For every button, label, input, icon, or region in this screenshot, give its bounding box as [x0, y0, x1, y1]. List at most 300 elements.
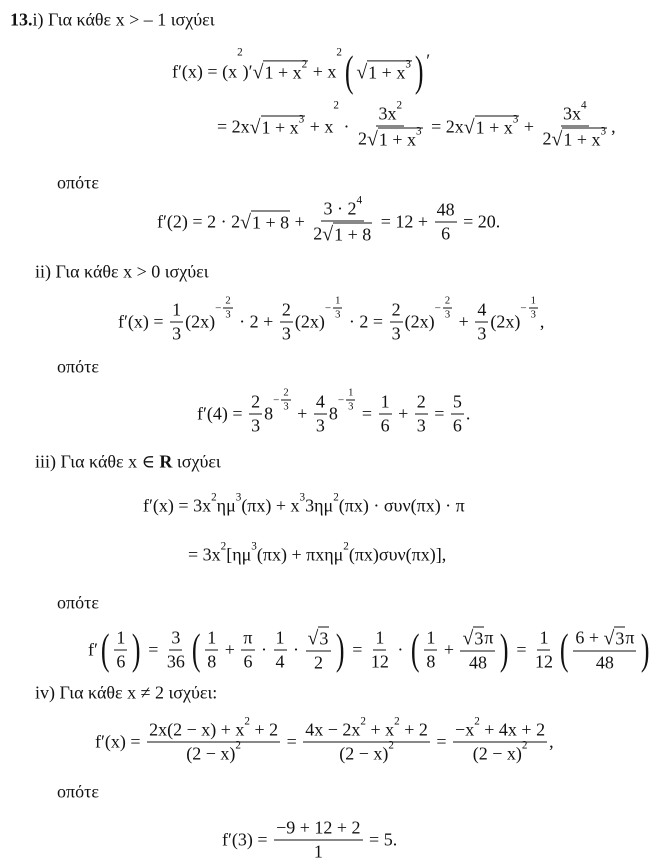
fraction — [451, 392, 464, 437]
math-text: 3 — [348, 401, 354, 413]
superscript — [474, 716, 480, 728]
math-text: π — [243, 627, 253, 648]
text-opote-1 — [57, 173, 99, 194]
math-text: 3 — [530, 309, 536, 321]
superscript — [435, 296, 455, 321]
math-text: 3 — [225, 309, 231, 321]
fraction-denominator — [379, 415, 392, 437]
heading-part-ii — [35, 262, 209, 283]
math-text: 3 — [512, 113, 519, 126]
fraction-denominator — [467, 652, 489, 674]
radicand — [263, 60, 308, 83]
math-text: οπότε — [57, 781, 99, 802]
math-text: 4 — [356, 194, 363, 207]
radical-sign-icon: √ — [462, 627, 474, 650]
math-text: − — [215, 302, 222, 315]
math-text: 8 — [264, 403, 274, 424]
fraction-denominator — [475, 323, 488, 345]
math-text: 1 + x — [264, 62, 302, 83]
math-text: f′(x) = 3x — [143, 495, 212, 516]
superscript — [396, 100, 402, 112]
math-text: = — [357, 403, 377, 424]
math-text: 6 — [452, 415, 462, 436]
fraction — [424, 628, 437, 673]
math-text: 1 + 8 — [251, 212, 290, 233]
math-text: − — [434, 302, 441, 315]
math-text: 2x(2 − x) + x — [149, 719, 245, 740]
math-text: − — [273, 394, 280, 407]
math-text: 1 — [172, 299, 182, 320]
math-text: 3 — [391, 323, 401, 344]
math-text: (πx) + πxημ — [256, 544, 344, 565]
fraction — [356, 99, 425, 151]
math-text: 3 — [171, 627, 181, 648]
math-text: (πx) · συν(πx) · π — [338, 495, 465, 516]
math-text: − — [324, 302, 332, 315]
radical-sign-icon: √ — [603, 627, 615, 650]
math-text: 2 — [220, 540, 227, 553]
fraction-numerator — [390, 300, 403, 323]
math-text: 2 — [396, 99, 403, 112]
math-text: 3 — [172, 323, 182, 344]
fraction-numerator — [274, 818, 362, 841]
math-text: 1 — [207, 627, 217, 648]
square-root — [253, 60, 309, 83]
fraction-numerator — [306, 627, 332, 652]
superscript — [221, 541, 227, 553]
fraction-denominator — [529, 309, 538, 321]
fraction-denominator — [356, 127, 425, 151]
text-opote-3 — [57, 593, 99, 614]
square-root — [463, 113, 520, 139]
fraction — [303, 715, 430, 765]
math-text: + — [519, 116, 539, 137]
math-text: 3x — [378, 103, 397, 124]
fraction-denominator — [312, 652, 325, 674]
math-text: οπότε — [57, 356, 99, 377]
radical-sign-icon: √ — [240, 211, 251, 234]
fraction-numerator — [303, 715, 430, 743]
fraction-numerator — [169, 628, 182, 651]
superscript — [237, 47, 243, 59]
math-text: · 2 + — [234, 311, 278, 332]
superscript — [343, 541, 349, 553]
fraction-denominator — [184, 739, 243, 765]
superscript — [235, 740, 241, 752]
math-text: )′ — [242, 61, 253, 82]
math-text: 2 — [251, 391, 261, 412]
fraction — [170, 300, 183, 345]
math-text: 3 · 2 — [323, 198, 357, 219]
math-text: (2 − x) — [186, 743, 236, 764]
math-text: + — [439, 639, 459, 660]
math-text: 12 — [534, 651, 553, 672]
math-text: 2 — [394, 715, 400, 728]
superscript — [300, 492, 306, 504]
math-text: (2x) — [294, 311, 325, 332]
math-text: 3 — [416, 125, 422, 138]
square-root — [462, 627, 484, 650]
radicand — [562, 125, 607, 151]
math-text: 3 — [319, 628, 329, 649]
math-text: 36 — [166, 651, 185, 672]
math-text: 3 — [477, 323, 487, 344]
superscript — [388, 740, 394, 752]
fraction — [205, 628, 218, 673]
math-text: i) Για κάθε x > – 1 ισχύει — [32, 9, 215, 30]
fraction — [333, 296, 342, 321]
fraction — [453, 715, 547, 765]
fraction-denominator — [165, 651, 187, 673]
fraction — [573, 627, 636, 674]
math-text: 2 — [281, 299, 291, 320]
heading-part-iv — [35, 683, 217, 704]
math-text: 1 — [348, 387, 354, 399]
math-text: + — [393, 403, 413, 424]
math-text: ημ — [216, 495, 236, 516]
math-text: 1 — [335, 295, 341, 307]
math-text: f′(3) = — [222, 829, 273, 850]
math-text: 3 — [251, 415, 261, 436]
math-text: 2 — [521, 739, 528, 752]
fraction-numerator — [281, 388, 290, 401]
math-text: = 12 + — [376, 211, 433, 232]
math-text: + 4x + 2 — [479, 719, 546, 740]
superscript — [333, 100, 339, 112]
fraction-numerator — [274, 628, 287, 651]
math-text: 1 + x — [475, 117, 513, 138]
math-text: 2 — [313, 223, 323, 244]
parenthesized-group — [189, 627, 348, 674]
superscript — [416, 126, 422, 138]
math-text: , — [549, 731, 554, 752]
math-text: (πx) + x — [241, 495, 300, 516]
fraction — [540, 99, 609, 151]
math-text: 4 — [477, 299, 487, 320]
fraction — [274, 818, 362, 863]
fraction-denominator — [223, 309, 232, 321]
superscript — [338, 388, 358, 413]
heading-part-iii — [35, 452, 221, 473]
fraction-numerator — [475, 300, 488, 323]
math-text: 1 — [313, 841, 323, 862]
math-text: + x — [305, 116, 334, 137]
left-paren-icon: ( — [559, 626, 569, 674]
superscript — [601, 126, 607, 138]
math-text: 6 — [116, 651, 126, 672]
square-root — [322, 223, 372, 246]
fraction-numerator — [314, 392, 327, 415]
math-text: 1 — [380, 391, 390, 412]
square-root — [356, 60, 412, 83]
math-text: 2 — [211, 491, 217, 504]
superscript — [299, 114, 305, 126]
math-text: 48 — [595, 652, 614, 673]
radicand — [251, 211, 290, 234]
math-text: (2x) — [490, 311, 521, 332]
math-text: = — [143, 639, 163, 660]
math-text: 4 — [275, 651, 285, 672]
math-text: π — [625, 627, 635, 648]
group-content — [356, 60, 412, 83]
math-text: iii) Για κάθε x ∈ — [35, 451, 160, 472]
fraction-denominator — [390, 323, 403, 345]
math-text: = — [347, 639, 367, 660]
fraction — [274, 628, 287, 673]
math-text: · — [288, 639, 304, 660]
fraction-denominator — [369, 651, 391, 673]
eq-1 — [172, 46, 431, 96]
math-text: 3ημ — [305, 495, 334, 516]
math-text: −x — [455, 719, 475, 740]
math-text: 2 — [244, 715, 250, 728]
fraction — [346, 388, 355, 413]
math-text: 8 — [328, 403, 338, 424]
math-text: 1 + x — [368, 62, 406, 83]
fraction — [379, 392, 392, 437]
fraction-denominator — [443, 309, 452, 321]
radicand — [473, 627, 484, 650]
superscript — [336, 47, 342, 59]
math-text: 3 — [600, 125, 607, 138]
group-content — [422, 627, 497, 674]
math-text: · 2 = — [344, 311, 388, 332]
math-text: 3 — [416, 415, 426, 436]
math-text: 3 — [615, 628, 625, 649]
math-text: 2 — [416, 391, 426, 412]
bold-label: R — [159, 451, 173, 472]
fraction-denominator — [280, 323, 293, 345]
fraction-numerator — [460, 627, 495, 652]
math-text: 6 — [380, 415, 390, 436]
math-text: 2 — [313, 652, 323, 673]
radicand — [333, 223, 372, 246]
bold-label: 13. — [10, 9, 33, 30]
math-text: = 2x — [217, 116, 250, 137]
parenthesized-group — [408, 627, 512, 674]
math-text: 2 — [237, 46, 243, 59]
fraction — [223, 296, 232, 321]
math-text: + — [454, 311, 474, 332]
radical-sign-icon: √ — [252, 61, 264, 84]
math-text: , — [611, 116, 616, 137]
math-text: 2 — [225, 295, 231, 307]
eq-9 — [95, 715, 554, 765]
math-text: (2x) — [404, 311, 435, 332]
square-root — [551, 125, 607, 151]
math-text: [ημ — [226, 544, 252, 565]
heading-part-i — [10, 10, 215, 31]
fraction-denominator — [439, 223, 452, 245]
fraction-denominator — [114, 651, 127, 673]
fraction-numerator — [205, 628, 218, 651]
radical-sign-icon: √ — [551, 128, 563, 151]
math-text: 2 — [388, 739, 394, 752]
fraction — [460, 627, 495, 674]
superscript — [211, 492, 217, 504]
math-text: 2 — [336, 46, 342, 59]
right-paren-icon: ) — [414, 48, 424, 96]
radicand — [261, 113, 306, 139]
math-text: 4 — [580, 99, 587, 112]
fraction-denominator — [241, 651, 254, 673]
math-text: 6 + — [575, 627, 604, 648]
math-text: = 20. — [458, 211, 501, 232]
superscript — [302, 59, 308, 71]
radical-sign-icon: √ — [366, 128, 378, 151]
fraction — [314, 392, 327, 437]
math-text: 2 — [343, 540, 349, 553]
fraction-numerator — [451, 392, 464, 415]
eq-8 — [88, 627, 653, 674]
eq-5 — [197, 387, 471, 437]
math-text: 6 — [243, 651, 253, 672]
math-text: = 5. — [364, 829, 398, 850]
superscript — [513, 114, 519, 126]
fraction-numerator — [346, 388, 355, 401]
fraction-numerator — [453, 715, 547, 743]
fraction-numerator — [373, 628, 386, 651]
math-text: + — [290, 211, 310, 232]
fraction-numerator — [321, 194, 364, 222]
square-root — [249, 113, 306, 139]
math-text: · — [392, 639, 408, 660]
superscript — [520, 296, 540, 321]
group-content — [571, 627, 638, 674]
math-text: 1 + x — [563, 129, 601, 150]
superscript — [333, 492, 339, 504]
math-text: 8 — [426, 651, 436, 672]
math-text: 4x − 2x — [305, 719, 361, 740]
radicand — [475, 113, 520, 139]
math-text: (πx)συν(πx)], — [348, 544, 447, 565]
math-text: + — [220, 639, 240, 660]
eq-4 — [118, 295, 545, 345]
math-text: 6 — [441, 223, 451, 244]
fraction-numerator — [223, 296, 232, 309]
fraction-denominator — [424, 651, 437, 673]
prime-mark: ′ — [426, 50, 431, 71]
fraction-denominator — [312, 841, 325, 863]
radical-sign-icon: √ — [322, 223, 334, 246]
math-text: (2 − x) — [339, 743, 389, 764]
math-text: (2 − x) — [472, 743, 522, 764]
math-text: οπότε — [57, 172, 99, 193]
fraction-denominator — [205, 651, 218, 673]
right-paren-icon: ) — [336, 626, 345, 674]
group-content — [112, 628, 129, 673]
fraction-denominator — [346, 401, 355, 413]
radical-sign-icon: √ — [356, 61, 368, 84]
math-text: 1 — [426, 627, 436, 648]
math-text: −9 + 12 + 2 — [276, 817, 361, 838]
fraction-denominator — [594, 652, 616, 674]
fraction-denominator — [314, 415, 327, 437]
fraction-numerator — [114, 628, 127, 651]
left-paren-icon: ( — [344, 48, 354, 96]
fraction-numerator — [443, 296, 452, 309]
math-text: 2 — [391, 299, 401, 320]
math-text: . — [465, 403, 471, 424]
superscript — [356, 195, 362, 207]
fraction — [369, 628, 391, 673]
fraction-numerator — [529, 296, 538, 309]
fraction-numerator — [537, 628, 550, 651]
math-text: 2 — [360, 715, 366, 728]
math-text: , — [539, 311, 545, 332]
superscript — [581, 100, 587, 112]
superscript — [325, 296, 345, 321]
fraction-denominator — [249, 415, 262, 437]
fraction-numerator — [376, 99, 404, 127]
fraction — [241, 628, 254, 673]
math-text: 2 — [542, 128, 552, 149]
math-text: 3 — [335, 309, 341, 321]
fraction-denominator — [274, 651, 287, 673]
text-opote-4 — [57, 782, 99, 803]
eq-3 — [157, 194, 501, 246]
parenthesized-group — [342, 48, 431, 96]
group-content — [203, 627, 333, 674]
math-text: 1 — [375, 627, 385, 648]
fraction — [281, 388, 290, 413]
math-text: · — [256, 639, 272, 660]
eq-7 — [188, 540, 447, 566]
math-text: ισχύει — [172, 451, 221, 472]
fraction-numerator — [424, 628, 437, 651]
fraction-denominator — [311, 222, 374, 246]
superscript — [360, 716, 366, 728]
math-text: 3 — [283, 401, 289, 413]
math-text: 1 — [539, 627, 549, 648]
fraction-numerator — [415, 392, 428, 415]
fraction — [443, 296, 452, 321]
radicand — [318, 627, 329, 650]
math-text: 12 — [370, 651, 389, 672]
fraction-numerator — [561, 99, 589, 127]
math-text: 2 — [333, 491, 339, 504]
math-text: 48 — [436, 199, 455, 220]
math-text: + x — [366, 719, 395, 740]
math-text: 3 — [298, 113, 305, 126]
left-paren-icon: ( — [410, 626, 420, 674]
eq-2 — [217, 99, 616, 151]
text-opote-2 — [57, 357, 99, 378]
math-text: = — [282, 731, 302, 752]
square-root — [604, 627, 626, 650]
superscript — [522, 740, 528, 752]
superscript — [244, 716, 250, 728]
fraction — [415, 392, 428, 437]
radicand — [378, 125, 423, 151]
math-text: 48 — [468, 652, 487, 673]
superscript — [405, 59, 411, 71]
math-text: 2 — [444, 295, 451, 307]
math-text: 3 — [474, 628, 484, 649]
fraction-numerator — [147, 715, 280, 743]
math-text: 4 — [315, 391, 325, 412]
math-text: = 2x — [426, 116, 464, 137]
right-paren-icon: ) — [500, 626, 509, 674]
right-paren-icon: ) — [132, 626, 141, 674]
math-text: f′(2) = 2 · 2 — [157, 211, 241, 232]
math-text: 3 — [405, 58, 411, 71]
fraction-numerator — [280, 300, 293, 323]
square-root — [366, 125, 423, 151]
fraction — [147, 715, 280, 765]
math-text: 1 + 8 — [334, 224, 372, 245]
math-text: f′(x) = (x — [172, 61, 238, 82]
